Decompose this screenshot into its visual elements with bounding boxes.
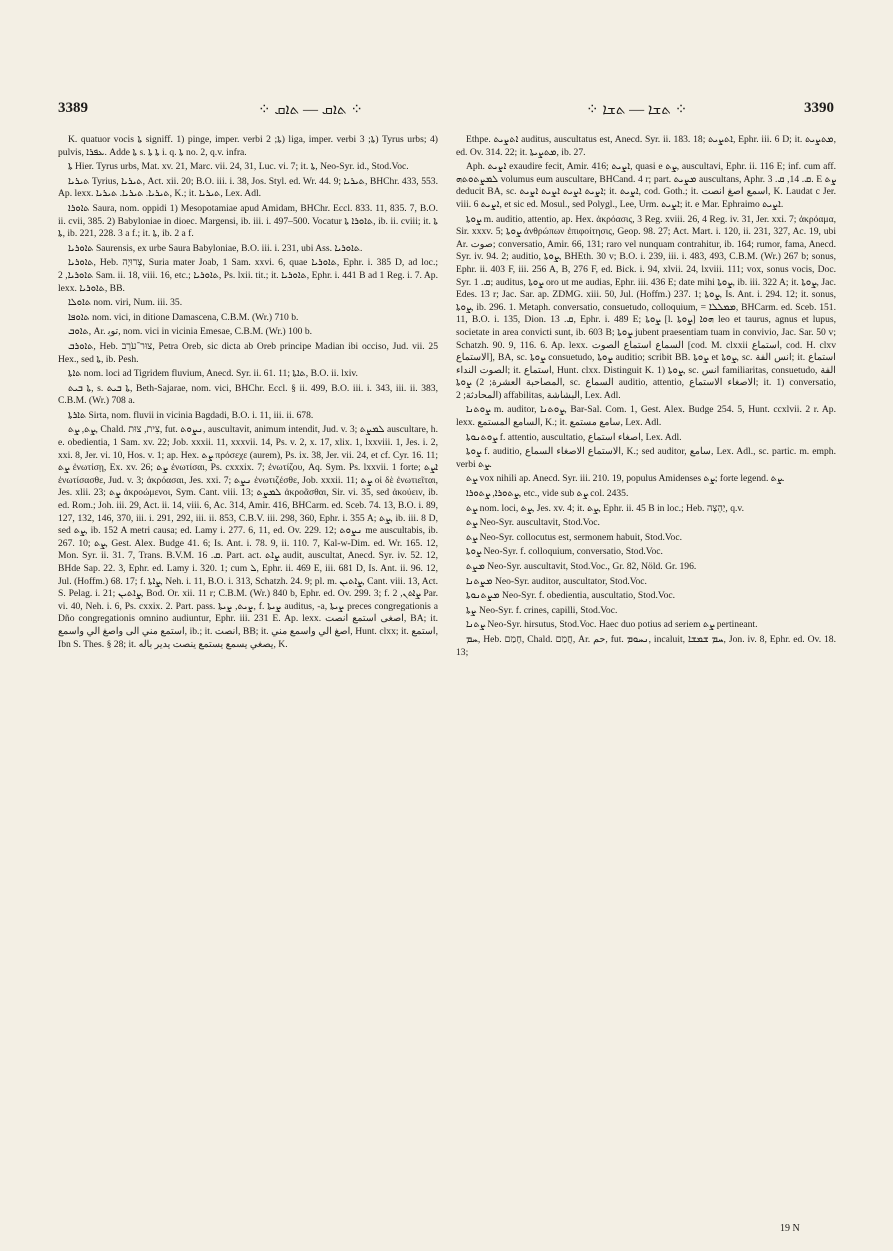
left-column — [58, 134, 438, 1224]
dictionary-entry: ܨܘܬܐ f. auditio, ﺍﻻﺳﺘﻤﺎﻉ ﺍﻻﺻﻐﺎﺀ ﺍﻟﺴﻤﺎﻉ, K.; sed auditor, ﺳﺎﻣﻊ, Lex. Adl., sc. partic. m. emph. verbi ܨܬ. — [456, 446, 836, 470]
dictionary-entry: ܬܐܘܪܝܐ, Heb. צְרוּיָה, Suria mater Joab, 1 Sam. xxvi. 6, quae ܬܐܘܪܝܐ, Ephr. i. 385 D, ad loc.; ܬܐܘܪܝܐ, 2 Sam. ii. 18, viii. 16, etc.; ܬܐܘܪܝܐ, Ps. lxii. tit.; it. ܬܐܘܪܝܐ, Ephr. i. 441 B ad 1 Reg. i. 7. Ap. lexx. ܬܐܘܪܝܐ, BB. — [58, 257, 438, 294]
page-number-right: 3390 — [804, 100, 834, 116]
dictionary-entry: ܬܐܘܪܐ Saura, nom. oppidi 1) Mesopotamiae apud Amidam, BHChr. Eccl. 833. 11, 835. 7, B.O. ii. cvii, 385. 2) Babyloniae in dioec. Margensi, ib. iii. i. 497–500. Vocatur ܬܐܘܪܐ ܬܐ, ib. ii. cviii; it. ܬܐ ܬܐ, ib. 221, 228. 3 a f.; it. ܬܐ, ib. 2 a f. — [58, 202, 438, 240]
signature-mark: 19 N — [780, 1223, 800, 1234]
dictionary-entry: K. quatuor vocis ܬܐ signiff. 1) pinge, imper. verbi ܬܐ; 2) liga, imper. verbi ܬܐ; 3) Tyrus urbs; 4) pulvis, ܥܦܪܐ. Adde ܬܐ s. ܬܐ ܬܐ i. q. ܬܐ no. 2, q.v. infra. — [58, 134, 438, 158]
dictionary-entry: ܬܐ Hier. Tyrus urbs, Mat. xv. 21, Marc. vii. 24, 31, Luc. vi. 7; it. ܬܐ, Neo-Syr. id., Stod.Voc. — [68, 161, 409, 173]
dictionary-entry: ܬܐ ܒܝܬ, s. ܬܐ ܒܝܬ, Beth-Sajarae, nom. vici, BHChr. Eccl. § ii. 499, B.O. iii. i. 343, iii. ii. 383, C.B.M. (Wr.) 708 a. — [58, 382, 438, 407]
dictionary-entry: ܨܬܘܪܐ, ܨܬܘܪܐ, etc., vide sub ܨܬ col. 2435. — [466, 488, 629, 500]
dictionary-entry: ܡܨܬܢܐ Neo-Syr. auditor, auscultator, Stod.Voc. — [466, 575, 647, 587]
dictionary-entry: ܨܘܬܢܐ m. auditor, ܨܘܬܢܐ, Bar-Sal. Com. 1, Gest. Alex. Budge 254. 5, Hunt. ccxlvii. 2 r. Ap. lexx. ﺍﻟﺴﺎﻣﻊ ﺍﻟﻤﺴﺘﻤﻊ, K.; it. ﺳﺎﻣﻊ ﻣﺴﺘﻤﻊ, Lex. Adl. — [456, 404, 836, 429]
dictionary-entry: ܨܬ, ܨܬ, Chald. צִית, צוּת, fut. ܢܨܘܬ, auscultavit, animum intendit, Jud. v. 3; ܠܡܨܬ auscultare, h. e. obedientia, 1 Sam. xv. 22; Job. xxxii. 11, xxxvii. 14, Ps. v. 2, x. 17, xlix. 1, lxxviii. 1, Jes. i. 2, xxi. 8, Jer. vi. 10, Hos. v. 1; ap. Hex. ܨܬ πρόσεχε (aurem), Ps. ix. 38, Jer. vii. 24, et cf. Cyr. 16. 11; ܨܬ ἐνωτίσῃ, Ex. xv. 26; ܨܬ ἐνωτίσαι, Ps. cxxxix. 7; ἐνωτίζου, Aq. Sym. Ps. lxxvii. 1 forte; ܐܨܬ ἐνωτίσασθε, Jud. v. 3; ἀκρόασαι, Jes. xxi. 7; ܢܨܬ ἐνωτιζέσθε, Job. xxxii. 11; ܨܬ οἱ δὲ ἐνωτιεῖται, Jes. xlii. 23; ܨܬ ἀκροώμενοι, Sym. Cant. viii. 13; ܠܡܨܬ ἀκροᾶσθαι, Sir. vi. 35, sed ἀκούειν, ib. ed. Rom.; Joh. iii. 29, Act. ii. 14, viii. 6, Ac. 314, Amir. 416, BHCarm. ed. Sceb. 74. 13, B.O. i. 89, 127, 132, 146, 370, iii. i. 291, 292, iii. ii. 853, C.B.V. iii. 298, 360, Ephr. i. 355 A; ܨܬ, ib. iii. 8 D, sed ܨܬ, ib. 152 A metri causa; ed. Lamy i. 277. 6, 11, ed. Ov. 229. 12; ܢܨܘܬ me auscultabis, ib. 267. 10; ܨܬ, Gest. Alex. Budge 41. 6; Is. Ant. i. 78. 9, ii. 110. 7, Kal-w-Dim. ed. Wr. 165. 12, Mon. Syr. ii. 31. 7, Trans. B.V.M. ܩ. 16. Part. act. ܨܐܬ audit, auscultat, Anecd. Syr. iv. 52. 12, BHde Sap. 22. 3, Ephr. ed. Lamy i. 320. 1; cum ܠ, Ephr. ii. 469 E, iii. 681 D, Is. Ant. ii. 96. 12, Jul. (Hoffm.) 68. 17; f. ܨܐܬܐ, Neh. i. 11, B.O. i. 313, Schatzh. 24. 9; pl. m. ܨܐܬܝܢ, Cant. viii. 13, Act. S. Pelag. i. 21; ܨܐܬܝܢ, Bod. Or. xii. 11 r; C.B.M. (Wr.) 840 b, Ephr. ed. Ov. 299. 3; f. ܨܐܬܢ, 2 Par. vi. 40, Neh. i. 6, Ps. cxxix. 2. Part. pass. ܨܝܬ, ܨܝܬܐ, f. ܨܝܬܐ auditus, -a, ܨܝܬܐ preces congregationis a Dño congregationis omnino audiuntur, Ephr. iii. 231 E. Ap. lexx. ﺍﺻﻐﻰ ﺍﺳﺘﻤﻊ ﺍﻧﺼﺖ, BA; it. ﺍﺳﺘﻤﻊ ﻣﻨﻲ ﺍﻟﻰ ﻭﺍﺻﻎ ﺍﻟﻲ ﻭﺍﺳﻤﻊ, ib.; it. ﺍﻧﺼﺖ, BB; it. ﺍﺻﻎ ﺍﻟﻲ ﻭﺍﺳﻤﻊ ﻣﻨﻲ, Hunt. clxx; it. ﺍﺳﺘﻤﻊ, Ibn S. Thes. § 28; it. ﻳﺼﻐﻲ ﻳﺴﻤﻊ ﻳﺴﺘﻤﻊ ﻳﻨﺼﺖ ﻳﺪﻳﺮ ﺑﺎﻟﻪ, K. — [58, 424, 438, 650]
dictionary-entry: ܨܘܬܐ m. auditio, attentio, ap. Hex. ἀκρόασις, 3 Reg. xviii. 26, 4 Reg. iv. 31, Jer. xxi. 7; ἀκρόαμα, Sir. xxxv. 5; ܨܘܬܐ ἀνθρώπων ἐπιφοίτησις, Geop. 98. 27; Act. Mart. i. 120, ii. 231, 327, Ac. 19, ubi Ar. ﺻﻮﺕ; conversatio, Amir. 66, 131; raro vel nunquam contrahitur, ib. 164; rumor, fama, Anecd. Syr. iv. 94. 2; auditio, ܨܘܬܐ, BHEth. 30 v; B.O. i. 239, iii. i. 483, 493, C.B.M. (Wr.) 267 b; sonus, Ephr. ii. 403 F, iii. 256 A, B, 276 F, ed. Bick. i. 94, xlvii. 24, lxviii. 111; vox, sonus vocis, Doc. Syr. ܩ. 1; auditus, ܨܘܬܐ oro ut me audias, Ephr. iii. 436 E; date mihi ܨܘܬܐ, ib. iii. 322 A; it. ܨܘܬܐ, Jac. Edes. 13 r; Jac. Sar. ap. ZDMG. xiii. 50, Jul. (Hoffm.) 237. 1; ܨܘܬܐ, Is. Ant. i. 294. 12; it. sonus, ܨܘܬܐ, ib. 296. 1. Metaph. conversatio, consuetudo, colloquium, = ܡܡܠܠܐ, BHCarm. ed. Sceb. 151. 11, B.O. i. 135, Dion. ܩ. 13, Ephr. i. 489 E; ܨܘܬܐ [l. ܨܘܬܐ] ܗܘܐ leo et taurus, agnus et lupus, societate in area convicti sunt, ib. 603 B; ܨܘܬܐ jubent praesentiam tuam in convivio, Jac. Sar. 50 v; Schatzh. 90. 9, 116. 6. Ap. lexx. ﺍﻟﺴﻤﺎﻉ ﺍﺳﺘﻤﺎﻉ ﺍﻟﺼﻮﺕ [cod. M. clxxii ﺍﺳﺘﻤﺎﻉ, cod. H. clxv ﺍﻻﺳﺘﻤﺎﻉ], BA, sc. ܨܘܬܐ consuetudo, ܨܘܬܐ auditio; scribit BB. ܨܘܬܐ et ܨܘܬܐ, sc. ﺍﻧﺲ ﺍﻟﻔﺔ; it. ﺍﺳﺘﻤﺎﻉ ﺍﻟﺼﻮﺕ ﺍﻟﻨﺪﺍﺀ; it. ﺍﺳﺘﻤﺎﻉ, Hunt. clxx. Distinguit K. 1) ܨܘܬܐ, sc. ﺍﻧﺲ familiaritas, consuetudo, ﺍﻟﻔﺔ ﺍﻟﻤﺼﺎﺣﺒﺔ ﺍﻟﻌﺸﺮﺓ; 2) ܨܘܬܐ, sc. ﺍﻟﺴﻤﺎﻉ auditio, attentio, ﺍﻻﺻﻐﺎﺀ ﺍﻻﺳﺘﻤﺎﻉ; it. 1) conversatio, ﺍﻟﻤﺤﺎﺩﺛﺔ; 2) affabilitas, ﺍﻟﺒﺸﺎﺷﺔ, Lex. Adl. — [456, 213, 836, 401]
dictionary-entry: ܨܬܢܐ Neo-Syr. hirsutus, Stod.Voc. Haec duo potius ad seriem ܨܬ pertineant. — [466, 619, 758, 631]
dictionary-entry: ܡܨܬܢܘܬܐ Neo-Syr. f. obedientia, auscultatio, Stod.Voc. — [466, 590, 676, 602]
dictionary-entry: ܬܐܘܪܝܐ Saurensis, ex urbe Saura Babyloniae, B.O. iii. i. 231, ubi Ass. ܬܐܘܪܝܐ. — [68, 242, 363, 254]
dictionary-entry: ܬܐܘܠܐ nom. viri, Num. iii. 35. — [68, 297, 183, 309]
dictionary-entry: Ethpe. ܐܬܨܝܬ auditus, auscultatus est, Anecd. Syr. ii. 183. 18; ܐܬܨܝܬ, Ephr. iii. 6 D; it. ܡܬܨܝܬ, ed. Ov. 314. 22; it. ܡܬܨܝܬܐ, ib. 27. — [456, 134, 836, 158]
dictionary-entry: ܬܝܪܝܐ Tyrius, ܬܝܪܝܐ, Act. xii. 20; B.O. iii. i. 38, Jos. Styl. ed. Wr. 44. 9; ܬܝܪܝܐ, BHChr. 433, 553. Ap. lexx. ܬܝܪܝܐ. ܬܝܪܝܐ. ܬܝܪܝܐ, K.; it. ܬܝܪܝܐ, Lex. Adl. — [58, 175, 438, 200]
page-number-left: 3389 — [58, 100, 88, 116]
dictionary-entry: ܨܬ Neo-Syr. auscultavit, Stod.Voc. — [466, 517, 600, 529]
dictionary-entry: ܨܬ vox nihili ap. Anecd. Syr. iii. 210. 19, populus Amidenses ܨܬ; forte legend. ܨܬ. — [466, 473, 785, 485]
dictionary-entry: ܬܐܘܪܒ, Heb. צוּר־עֹרֵב, Petra Oreb, sic dicta ab Oreb principe Madian ibi occiso, Jud. vii. 25 Hex., sed ܬܐ, ib. Pesh. — [58, 340, 438, 365]
dictionary-entry: ܬܐܬܐ nom. loci ad Tigridem fluvium, Anecd. Syr. ii. 61. 11; ܬܐܬܐ, B.O. ii. lxiv. — [68, 368, 358, 380]
dictionary-entry: ܬܐܪܬܐ Sirta, nom. fluvii in vicinia Bagdadi, B.O. i. 11, iii. ii. 678. — [68, 409, 314, 421]
dictionary-entry: ܨܘܬܢܘܬܐ f. attentio, auscultatio, ﺍﺻﻐﺎﺀ ﺍﺳﺘﻤﺎﻉ, Lex. Adl. — [466, 431, 682, 443]
dictionary-entry: ܨܬ Neo-Syr. collocutus est, sermonem habuit, Stod.Voc. — [466, 531, 683, 543]
dictionary-entry: ܚܡ, Heb. חָמַם, Chald. חֲמַם, Ar. ﺣﻢ, fut. ܢܚܘܡ, incaluit, ܚܡ ܫܡܫܐ, Jon. iv. 8, Ephr. ed. Ov. 18. 13; — [456, 633, 836, 658]
right-column — [456, 134, 836, 1224]
running-head-right: ⁘ ܬܫܐ — ܬܫܐ ⁘ — [586, 102, 688, 118]
page-header — [58, 100, 834, 122]
dictionary-entry: ܨܬ nom. loci, ܨܬ, Jes. xv. 4; it. ܨܬ, Ephr. ii. 45 B in loc.; Heb. יַהְצָה, q.v. — [466, 502, 744, 514]
dictionary-entry: ܬܐܘܒ, Ar. ﺗﻮﺑ, nom. vici in vicinia Emesae, C.B.M. (Wr.) 100 b. — [68, 326, 313, 338]
dictionary-entry: Aph. ܐܨܝܬ exaudire fecit, Amir. 416; ܐܨܝܬ, quasi e ܨܬ, auscultavi, Ephr. ii. 116 E; inf. cum aff. ܠܡܨܬܘܬܗ volumus eum auscultare, BHCand. 4 r; part. ܡܨܝܬ auscultans, Aphr. ܩ. 14, ܩ. 3. E ܨܬ deducit BA, sc. ܐܨܝܬ ܐܨܝܬ ܐܨܝܬ ܐܨܝܬ; it. ܐܨܝܬ, cod. Goth.; it. ﺍﺳﻤﻊ ﺍﺻﻎ ﺍﻧﺼﺖ, K. Laudat c Jer. viii. 6 ܐܨܝܬ, et sic ed. Mosul., sed Polygl., Lee, Urm. ܐܨܝܬ; it. e Mar. Ephraimo ܐܨܝܬ. — [456, 161, 836, 210]
dictionary-entry: ܡܨܬ Neo-Syr. auscultavit, Stod.Voc., Gr. 82, Nöld. Gr. 196. — [466, 561, 697, 572]
dictionary-entry: ܬܐܘܦܐ nom. vici, in ditione Damascena, C.B.M. (Wr.) 710 b. — [68, 311, 299, 323]
running-head-left: ⁘ ܬܐܩ — ܬܐܩ ⁘ — [258, 102, 363, 118]
dictionary-entry: ܨܬܐ Neo-Syr. f. crines, capilli, Stod.Voc. — [466, 604, 618, 616]
dictionary-entry: ܨܘܬܐ Neo-Syr. f. colloquium, conversatio, Stod.Voc. — [466, 546, 663, 558]
